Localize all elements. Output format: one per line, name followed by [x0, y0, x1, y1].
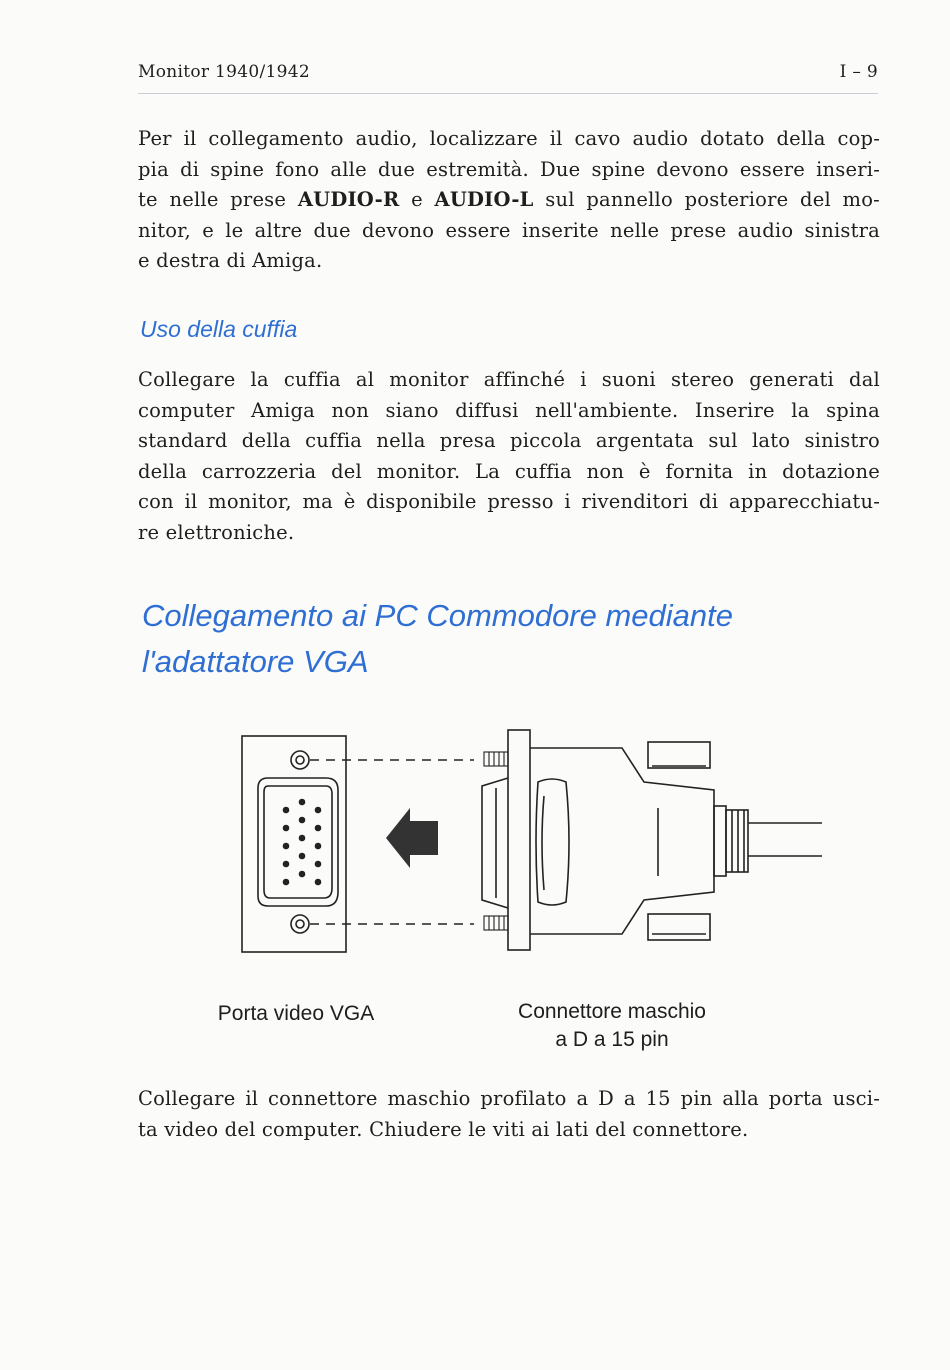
- text-line: Collegare il connettore maschio profilato a D a 15 pin alla porta usci-: [138, 1087, 880, 1110]
- text-line: Per il collegamento audio, localizzare il cavo audio dotato della cop-: [138, 127, 880, 150]
- text-line: con il monitor, ma è disponibile presso i rivenditori di apparecchiatu-: [138, 490, 880, 513]
- document-title: Monitor 1940/1942: [138, 62, 310, 82]
- audio-paragraph: [138, 124, 880, 277]
- connector-caption: Connettore maschio a D a 15 pin: [518, 1000, 706, 1051]
- text-line: pia di spine fono alle due estremità. Due spine devono essere inseri-: [138, 157, 880, 181]
- header-rule: [138, 93, 878, 94]
- text-line: nitor, e le altre due devono essere inserite nelle prese audio sinistra: [138, 218, 880, 242]
- vga-paragraph: [138, 1084, 880, 1145]
- audio-l-label: AUDIO-L: [434, 188, 534, 211]
- vga-section-heading: Collegamento ai PC Commodore mediante l'adattatore VGA: [142, 598, 734, 679]
- headphones-heading: Uso della cuffia: [140, 316, 298, 342]
- text-line: standard della cuffia nella presa piccola argentata sul lato sinistro: [138, 429, 880, 452]
- text-line: ta video del computer. Chiudere le viti ai lati del connettore.: [138, 1117, 749, 1141]
- text-line: e destra di Amiga.: [138, 249, 323, 272]
- insert-arrow: [386, 808, 438, 868]
- vga-connection-diagram: [238, 726, 828, 958]
- text-line: computer Amiga non siano diffusi nell'ambiente. Inserire la spina: [138, 398, 880, 422]
- audio-r-label: AUDIO-R: [297, 188, 400, 211]
- headphones-paragraph: [138, 365, 880, 548]
- vga-male-connector-illustration: [482, 730, 822, 950]
- text-line: Collegare la cuffia al monitor affinché i suoni stereo generati dal: [138, 368, 880, 391]
- vga-port-illustration: [242, 736, 346, 952]
- text-line: te nelle prese AUDIO-R e AUDIO-L sul pannello posteriore del mo-: [138, 188, 880, 211]
- vga-port-caption: Porta video VGA: [217, 1002, 375, 1025]
- page-header: [138, 62, 878, 82]
- text-line: della carrozzeria del monitor. La cuffia non è fornita in dotazione: [138, 459, 880, 483]
- text-line: re elettroniche.: [138, 520, 295, 544]
- page-number: I – 9: [839, 62, 878, 82]
